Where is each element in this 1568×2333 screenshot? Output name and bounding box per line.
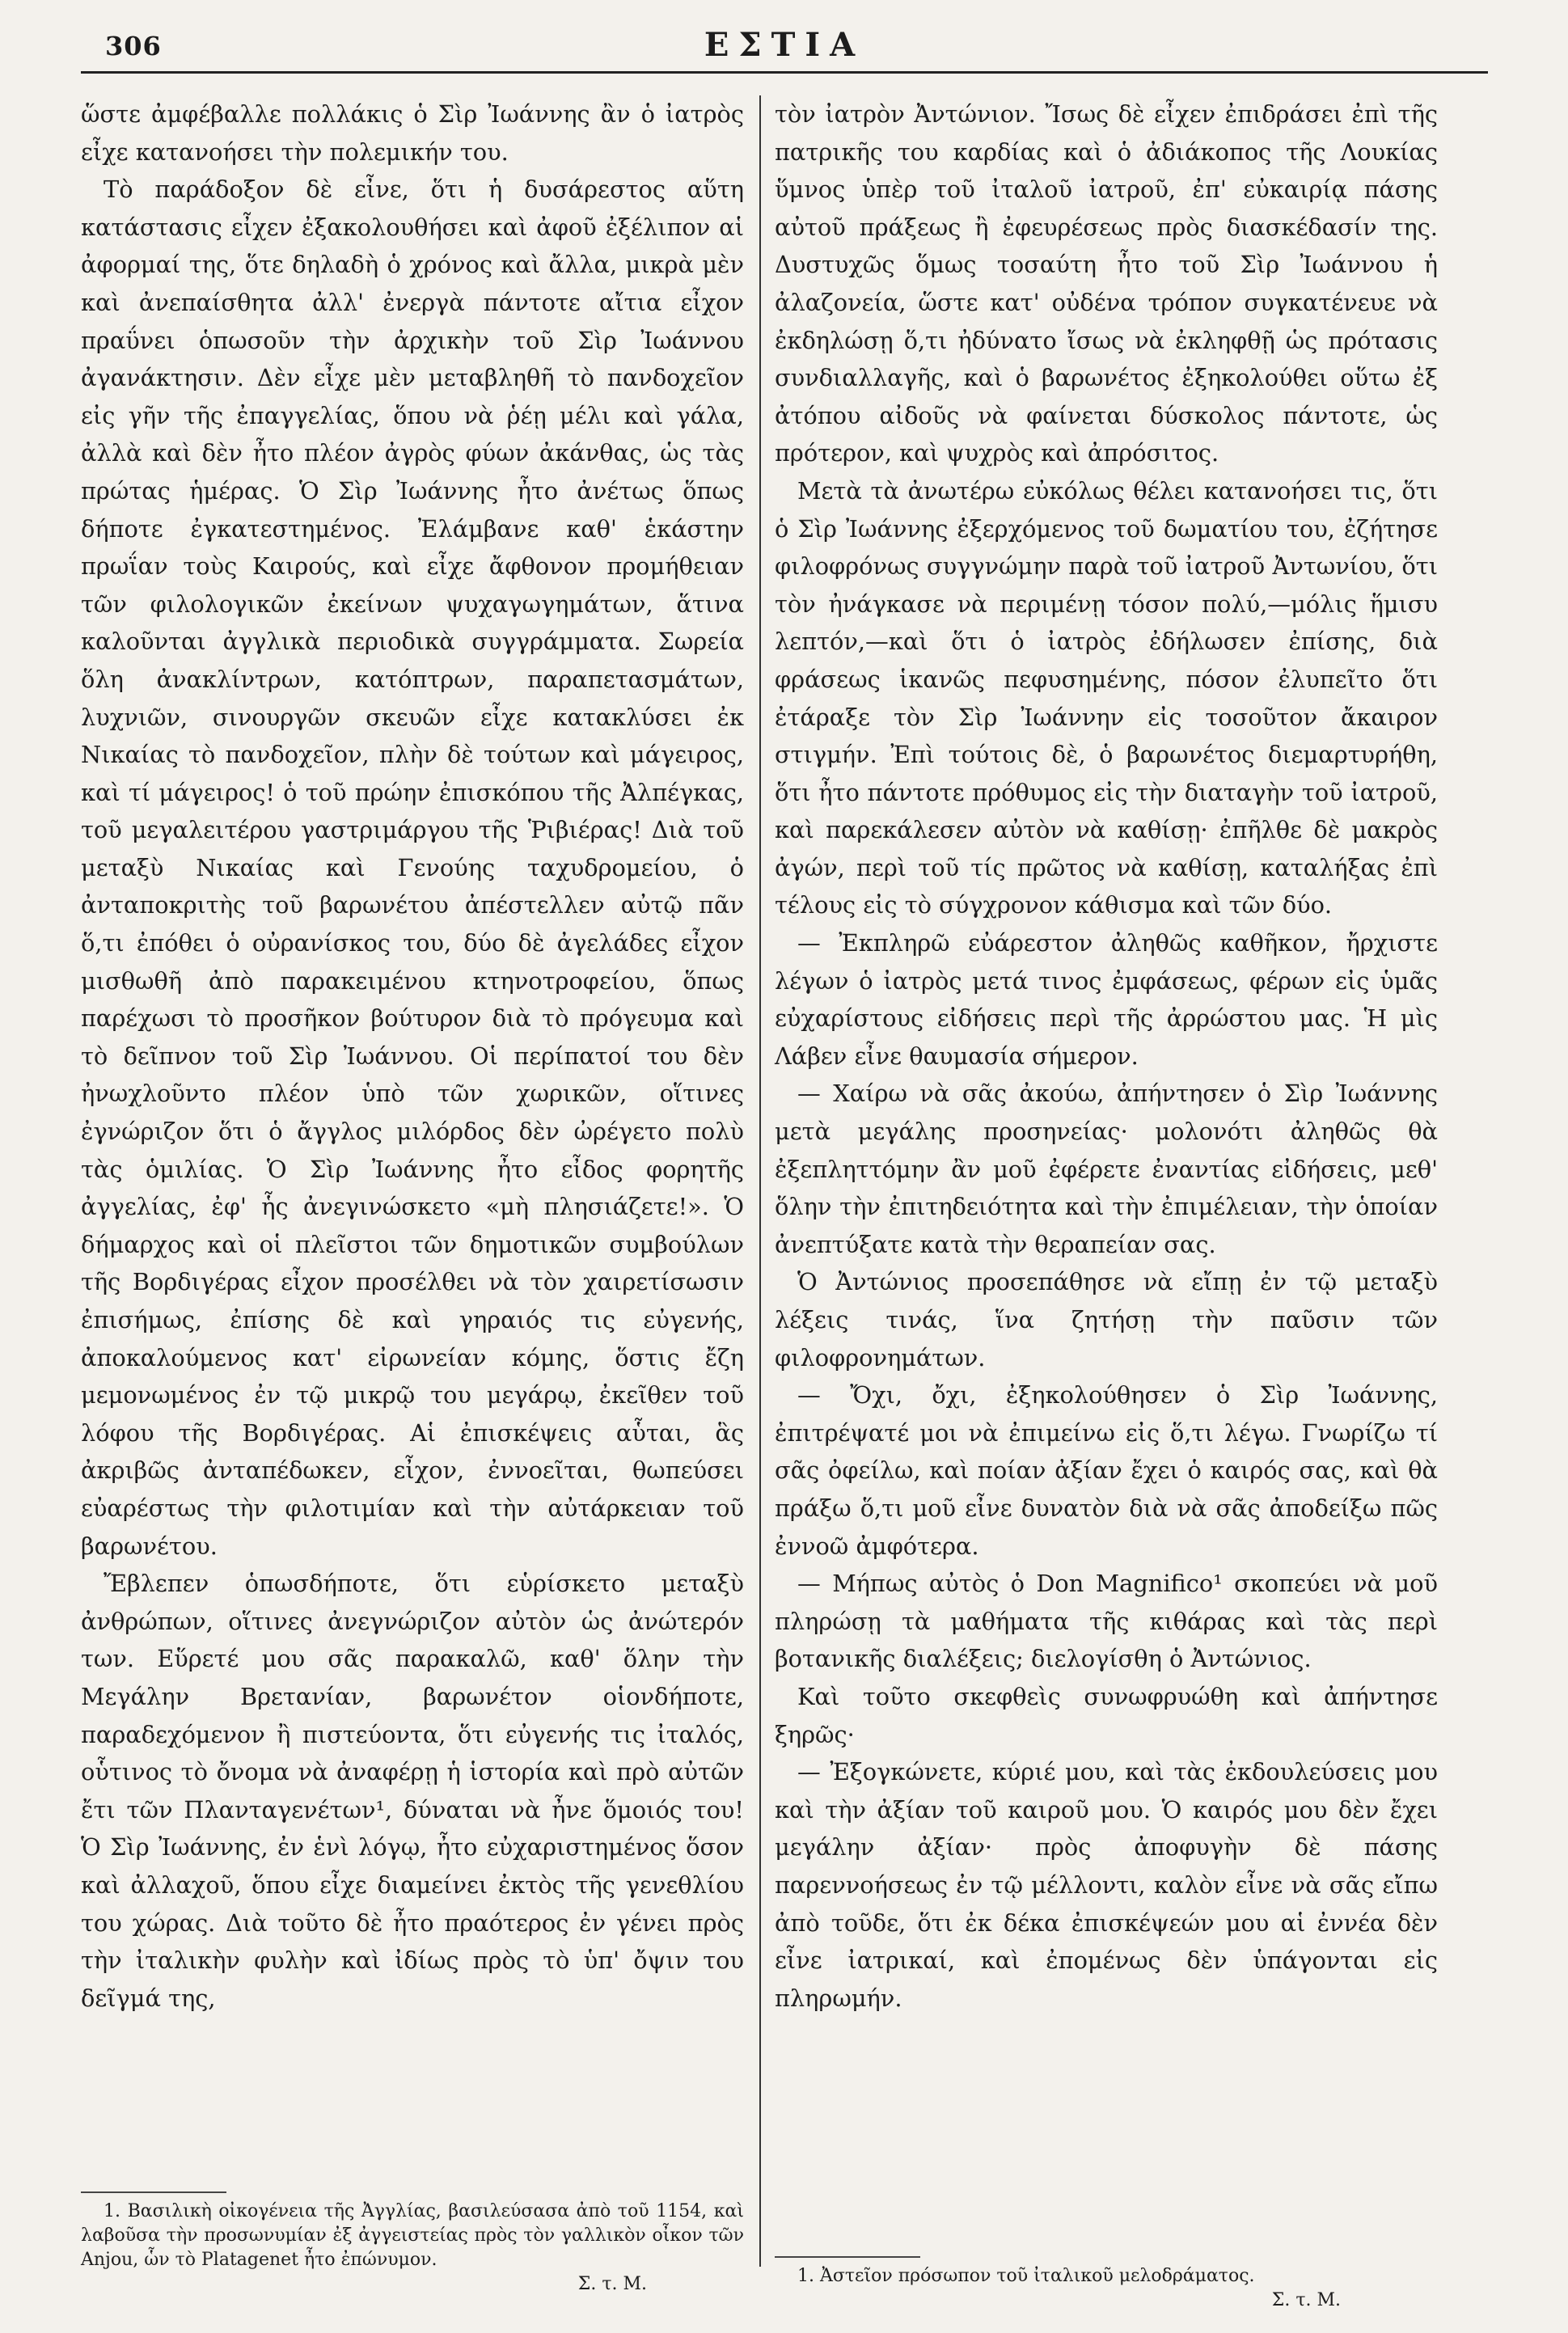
- paragraph: — Χαίρω νὰ σᾶς ἀκούω, ἀπήντησεν ὁ Σὶρ Ἰωάννης μετὰ μεγάλης προσηνείας· μολονότι ἀληθῶς θὰ ἐξεπληττόμην ἂν μοῦ ἐφέρετε ἐναντίας εἰδήσεις, μεθ' ὅλην τὴν ἐπιτηδειότητα καὶ τὴν ἐπιμέλειαν, τὴν ὁποίαν ἀνεπτύξατε κατὰ τὴν θεραπείαν σας.: [775, 1080, 1438, 1258]
- left-column: [81, 95, 744, 2017]
- footnote-signature: Σ. τ. Μ.: [577, 2274, 647, 2294]
- paragraph: — Μήπως αὐτὸς ὁ Don Magnifico¹ σκοπεύει νὰ μοῦ πληρώσῃ τὰ μαθήματα τῆς κιθάρας καὶ τὰς περὶ βοτανικῆς διαλέξεις; διελογίσθη ὁ Ἀντώνιος.: [775, 1570, 1438, 1673]
- page-header: [81, 23, 1488, 68]
- footnote-rule: [775, 2256, 920, 2258]
- paragraph: — Ὄχι, ὄχι, ἐξηκολούθησεν ὁ Σὶρ Ἰωάννης, ἐπιτρέψατέ μοι νὰ ἐπιμείνω εἰς ὅ,τι λέγω. Γνωρίζω τί σᾶς ὀφείλω, καὶ ποίαν ἀξίαν ἔχει ὁ καιρός σας, καὶ θὰ πράξω ὅ,τι μοῦ εἶνε δυνατὸν διὰ νὰ σᾶς ἀποδείξω πῶς ἐννοῶ ἀμφότερα.: [775, 1381, 1438, 1560]
- page-number: 306: [105, 31, 162, 61]
- paragraph: Τὸ παράδοξον δὲ εἶνε, ὅτι ἡ δυσάρεστος αὕτη κατάστασις εἶχεν ἐξακολουθήσει καὶ ἀφοῦ ἐξέλιπον αἱ ἀφορμαί της, ὅτε δηλαδὴ ὁ χρόνος καὶ ἄλλα, μικρὰ μὲν καὶ ἀνεπαίσθητα ἀλλ' ἐνεργὰ πάντοτε αἴτια εἶχον πραΰνει ὁπωσοῦν τὴν ἀρχικὴν τοῦ Σὶρ Ἰωάννου ἀγανάκτησιν. Δὲν εἶχε μὲν μεταβληθῆ τὸ πανδοχεῖον εἰς γῆν τῆς ἐπαγγελίας, ὅπου νὰ ῥέῃ μέλι καὶ γάλα, ἀλλὰ καὶ δὲν ἦτο πλέον ἀγρὸς φύων ἀκάνθας, ὡς τὰς πρώτας ἡμέρας. Ὁ Σὶρ Ἰωάννης ἦτο ἀνέτως ὅπως δήποτε ἐγκατεστημένος. Ἐλάμβανε καθ' ἑκάστην πρωΐαν τοὺς Καιρούς, καὶ εἶχε ἄφθονον προμήθειαν τῶν φιλολογικῶν ἐκείνων ψυχαγωγημάτων, ἅτινα καλοῦνται ἀγγλικὰ περιοδικὰ συγγράμματα. Σωρεία ὅλη ἀνακλίντρων, κατόπτρων, παραπετασμάτων, λυχνιῶν, σινουργῶν σκευῶν εἶχε κατακλύσει ἐκ Νικαίας τὸ πανδοχεῖον, πλὴν δὲ τούτων καὶ μάγειρος, καὶ τί μάγειρος! ὁ τοῦ πρώην ἐπισκόπου τῆς Ἀλπέγκας, τοῦ μεγαλειτέρου γαστριμάργου τῆς Ῥιβιέρας! Διὰ τοῦ μεταξὺ Νικαίας καὶ Γενούης ταχυδρομείου, ὁ ἀνταποκριτὴς τοῦ βαρωνέτου ἀπέστελλεν αὐτῷ πᾶν ὅ,τι ἐπόθει ὁ οὐρανίσκος του, δύο δὲ ἀγελάδες εἶχον μισθωθῆ ἀπὸ παρακειμένου κτηνοτροφείου, ὅπως παρέχωσι τὸ προσῆκον βούτυρον διὰ τὸ πρόγευμα καὶ τὸ δεῖπνον τοῦ Σὶρ Ἰωάννου. Οἱ περίπατοί του δὲν ἠνωχλοῦντο πλέον ὑπὸ τῶν χωρικῶν, οἵτινες ἐγνώριζον ὅτι ὁ ἄγγλος μιλόρδος δὲν ὠρέγετο πολὺ τὰς ὁμιλίας. Ὁ Σὶρ Ἰωάννης ἦτο εἶδος φορητῆς ἀγγελίας, ἐφ' ἧς ἀνεγινώσκετο «μὴ πλησιάζετε!». Ὁ δήμαρχος καὶ οἱ πλεῖστοι τῶν δημοτικῶν συμβούλων τῆς Βορδιγέρας εἶχον προσέλθει νὰ τὸν χαιρετίσωσιν ἐπισήμως, ἐπίσης δὲ καὶ γηραιός τις εὐγενής, ἀποκαλούμενος κατ' εἰρωνείαν κόμης, ὅστις ἔζη μεμονωμένος ἐν τῷ μικρῷ του μεγάρῳ, ἐκεῖθεν τοῦ λόφου τῆς Βορδιγέρας. Αἱ ἐπισκέψεις αὗται, ἃς ἀκριβῶς ἀνταπέδωκεν, εἶχον, ἐννοεῖται, θωπεύσει εὐαρέστως τὴν φιλοτιμίαν καὶ τὴν αὐτάρκειαν τοῦ βαρωνέτου.: [81, 175, 744, 1560]
- paragraph: ὥστε ἀμφέβαλλε πολλάκις ὁ Σὶρ Ἰωάννης ἂν ὁ ἰατρὸς εἶχε κατανοήσει τὴν πολεμικήν του.: [81, 100, 744, 166]
- footnote-rule: [81, 2191, 226, 2193]
- right-column: [775, 95, 1438, 2017]
- footnote-text: 1. Ἀστεῖον πρόσωπον τοῦ ἰταλικοῦ μελοδράματος.: [797, 2266, 1255, 2286]
- column-divider: [759, 95, 761, 2267]
- paragraph: Ὁ Ἀντώνιος προσεπάθησε νὰ εἴπῃ ἐν τῷ μεταξὺ λέξεις τινάς, ἵνα ζητήσῃ τὴν παῦσιν τῶν φιλοφρονημάτων.: [775, 1268, 1438, 1371]
- running-title: ΕΣΤΙΑ: [704, 26, 865, 64]
- paragraph: Ἔβλεπεν ὁπωσδήποτε, ὅτι εὑρίσκετο μεταξὺ ἀνθρώπων, οἵτινες ἀνεγνώριζον αὐτὸν ὡς ἀνώτερόν των. Εὕρετέ μου σᾶς παρακαλῶ, καθ' ὅλην τὴν Μεγάλην Βρετανίαν, βαρωνέτον οἱονδήποτε, παραδεχόμενον ἢ πιστεύοντα, ὅτι εὐγενής τις ἰταλός, οὗτινος τὸ ὄνομα νὰ ἀναφέρῃ ἡ ἱστορία καὶ πρὸ αὐτῶν ἔτι τῶν Πλανταγενέτων¹, δύναται νὰ ἦνε ὅμοιός του! Ὁ Σὶρ Ἰωάννης, ἐν ἑνὶ λόγῳ, ἦτο εὐχαριστημένος ὅσον καὶ ἀλλαχοῦ, ὅπου εἶχε διαμείνει ἐκτὸς τῆς γενεθλίου του χώρας. Διὰ τοῦτο δὲ ἦτο πραότερος ἐν γένει πρὸς τὴν ἰταλικὴν φυλὴν καὶ ἰδίως πρὸς τὸ ὑπ' ὄψιν του δεῖγμά της,: [81, 1570, 744, 2012]
- paragraph: Καὶ τοῦτο σκεφθεὶς συνωφρυώθη καὶ ἀπήντησε ξηρῶς·: [775, 1682, 1438, 1748]
- paragraph: — Ἐξογκώνετε, κύριέ μου, καὶ τὰς ἐκδουλεύσεις μου καὶ τὴν ἀξίαν τοῦ καιροῦ μου. Ὁ καιρός μου δὲν ἔχει μεγάλην ἀξίαν· πρὸς ἀποφυγὴν δὲ πάσης παρεννοήσεως ἐν τῷ μέλλοντι, καλὸν εἶνε νὰ σᾶς εἴπω ἀπὸ τοῦδε, ὅτι ἐκ δέκα ἐπισκέψεών μου αἱ ἐννέα δὲν εἶνε ἰατρικαί, καὶ ἐπομένως δὲν ὑπάγονται εἰς πληρωμήν.: [775, 1758, 1438, 2012]
- paragraph: τὸν ἰατρὸν Ἀντώνιον. Ἴσως δὲ εἶχεν ἐπιδράσει ἐπὶ τῆς πατρικῆς του καρδίας καὶ ὁ ἀδιάκοπος τῆς Λουκίας ὕμνος ὑπὲρ τοῦ ἰταλοῦ ἰατροῦ, ἐπ' εὐκαιρίᾳ πάσης αὐτοῦ πράξεως ἢ ἐφευρέσεως πρὸς διασκέδασίν της. Δυστυχῶς ὅμως τοσαύτη ἦτο τοῦ Σὶρ Ἰωάννου ἡ ἀλαζονεία, ὥστε κατ' οὐδένα τρόπον συγκατένευε νὰ ἐκδηλώσῃ ὅ,τι ἠδύνατο ἴσως νὰ ἐκληφθῇ ὡς πρότασις συνδιαλλαγῆς, καὶ ὁ βαρωνέτος ἐξηκολούθει οὕτω ἐξ ἀτόπου αἰδοῦς νὰ φαίνεται δύσκολος πάντοτε, ὡς πρότερον, καὶ ψυχρὸς καὶ ἀπρόσιτος.: [775, 100, 1438, 467]
- paragraph: — Ἐκπληρῶ εὐάρεστον ἀληθῶς καθῆκον, ἤρχιστε λέγων ὁ ἰατρὸς μετά τινος ἐμφάσεως, φέρων εἰς ὑμᾶς εὐχαρίστους εἰδήσεις περὶ τῆς ἀρρώστου μας. Ἡ μὶς Λάβεν εἶνε θαυμασία σήμερον.: [775, 929, 1438, 1070]
- header-rule: [81, 71, 1488, 74]
- footnote-text: 1. Βασιλικὴ οἰκογένεια τῆς Ἀγγλίας, βασιλεύσασα ἀπὸ τοῦ 1154, καὶ λαβοῦσα τὴν προσωνυμίαν ἐξ ἀγγειστείας πρὸς τὸν γαλλικὸν οἶκον τῶν Anjou, ὧν τὸ Platagenet ἦτο ἐπώνυμον.: [81, 2201, 744, 2270]
- right-footnote: [775, 2256, 1438, 2313]
- footnote-signature: Σ. τ. Μ.: [1271, 2290, 1341, 2310]
- paragraph: Μετὰ τὰ ἀνωτέρω εὐκόλως θέλει κατανοήσει τις, ὅτι ὁ Σὶρ Ἰωάννης ἐξερχόμενος τοῦ δωματίου του, ἐζήτησε φιλοφρόνως συγγνώμην παρὰ τοῦ ἰατροῦ Ἀντωνίου, ὅτι τὸν ἠνάγκασε νὰ περιμένῃ τόσον πολύ,—μόλις ἥμισυ λεπτόν,—καὶ ὅτι ὁ ἰατρὸς ἐδήλωσεν ἐπίσης, διὰ φράσεως ἱκανῶς πεφυσημένης, πόσον ἐλυπεῖτο ὅτι ἐτάραξε τὸν Σὶρ Ἰωάννην εἰς τοσοῦτον ἄκαιρον στιγμήν. Ἐπὶ τούτοις δὲ, ὁ βαρωνέτος διεμαρτυρήθη, ὅτι ἦτο πάντοτε πρόθυμος εἰς τὴν διαταγὴν τοῦ ἰατροῦ, καὶ παρεκάλεσεν αὐτὸν νὰ καθίσῃ· ἐπῆλθε δὲ μακρὸς ἀγών, περὶ τοῦ τίς πρῶτος νὰ καθίσῃ, καταλήξας ἐπὶ τέλους εἰς τὸ σύγχρονον κάθισμα καὶ τῶν δύο.: [775, 476, 1438, 919]
- left-footnote: [81, 2191, 744, 2297]
